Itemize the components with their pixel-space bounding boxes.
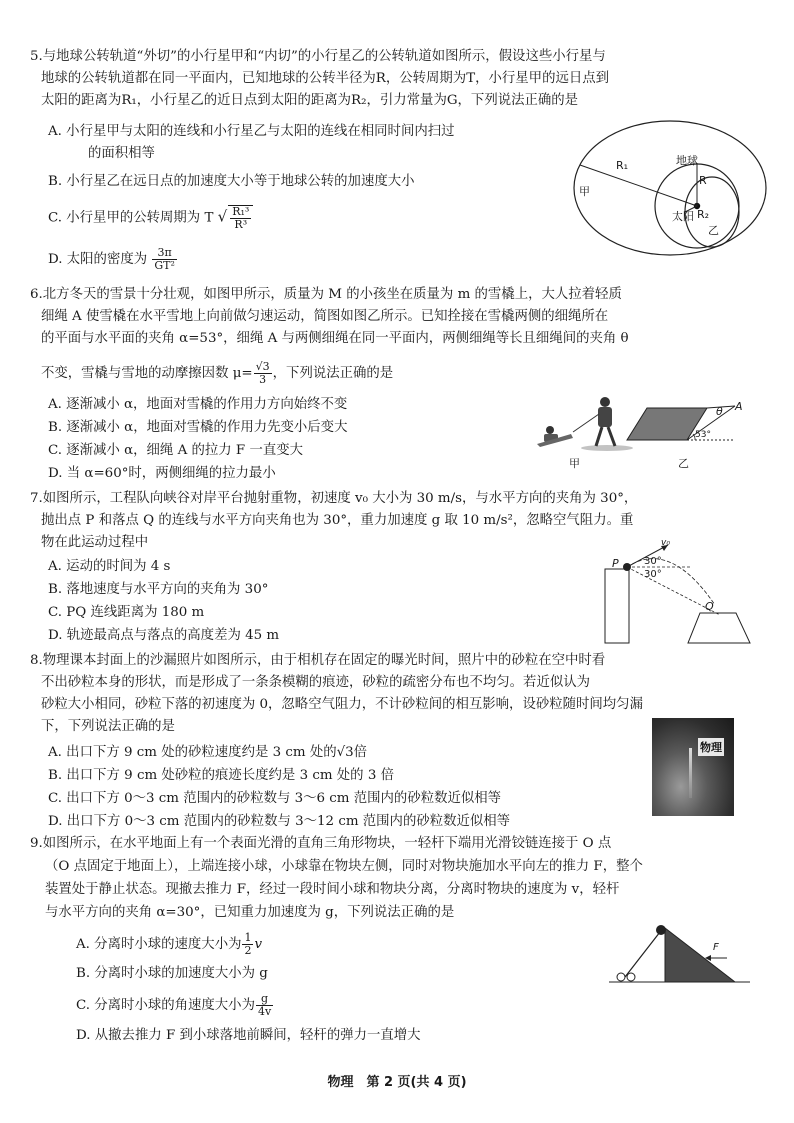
q6-mu-denominator: 3 bbox=[259, 373, 267, 386]
q5-option-a-cont: 的面积相等 bbox=[88, 146, 155, 161]
fig7-label-angle1: 30° bbox=[644, 556, 662, 567]
q5-option-c-text: C. 小行星甲的公转周期为 T bbox=[48, 210, 214, 226]
q9-stem-line2: （O 点固定于地面上），上端连接小球，小球靠在物块左侧，同时对物块施加水平向左的推力 F，整个 bbox=[45, 859, 643, 874]
q9-a-numerator: 1 bbox=[244, 931, 252, 944]
triangle-block bbox=[665, 928, 735, 982]
fig6-label-jia: 甲 bbox=[569, 457, 580, 470]
q9-option-c-text: C. 分离时小球的角速度大小为 bbox=[76, 998, 255, 1013]
q7-projectile-figure bbox=[600, 537, 760, 647]
q6-option-b: B. 逐渐减小 α，地面对雪橇的作用力先变小后变大 bbox=[48, 420, 348, 435]
q5-stem-line2: 地球的公转轨道都在同一平面内，已知地球的公转半径为R，公转周期为T，小行星甲的远日点到 bbox=[41, 71, 610, 86]
q8-stem-line2: 不出砂粒本身的形状，而是形成了一条条模糊的痕迹，砂粒的疏密分布也不均匀。若近似认为 bbox=[41, 675, 591, 690]
fig-label-sun: 太阳 bbox=[672, 210, 694, 223]
q5-option-b: B. 小行星乙在远日点的加速度大小等于地球公转的加速度大小 bbox=[48, 174, 415, 189]
hourglass-photo bbox=[652, 718, 734, 816]
q6-stem-line4 bbox=[41, 361, 393, 386]
hourglass-sand-stream bbox=[689, 748, 692, 798]
q7-option-c: C. PQ 连线距离为 180 m bbox=[48, 605, 205, 620]
child-head bbox=[546, 426, 554, 434]
landing-platform bbox=[688, 613, 750, 643]
q6-stem-line2: 细绳 A 使雪橇在水平雪地上向前做匀速运动，简图如图乙所示。已知拴接在雪橇两侧的细绳所在 bbox=[41, 309, 609, 324]
q6-option-d: D. 当 α=60°时，两侧细绳的拉力最小 bbox=[48, 466, 276, 481]
q8-stem-line4: 下，下列说法正确的是 bbox=[41, 719, 175, 734]
q5-d-denominator: GT² bbox=[154, 259, 175, 272]
q9-stem-line4: 与水平方向的夹角 α=30°，已知重力加速度为 g，下列说法正确的是 bbox=[45, 905, 455, 920]
q9-option-c bbox=[76, 993, 274, 1018]
q8-option-b: B. 出口下方 9 cm 处砂粒的痕迹长度约是 3 cm 处的 3 倍 bbox=[48, 768, 394, 783]
q9-option-a-suffix: v bbox=[254, 937, 263, 952]
q6-mu-numerator: √3 bbox=[255, 360, 270, 373]
fig7-label-angle2: 30° bbox=[644, 569, 662, 580]
q5-option-d-text: D. 太阳的密度为 bbox=[48, 252, 148, 267]
fig-label-earth: 地球 bbox=[676, 154, 698, 167]
q8-option-d: D. 出口下方 0～3 cm 范围内的砂粒数与 3～12 cm 范围内的砂粒数近似相等 bbox=[48, 814, 511, 829]
light-rod bbox=[625, 932, 660, 977]
q9-c-denominator: 4v bbox=[257, 1005, 272, 1018]
q7-stem-line2: 抛出点 P 和落点 Q 的连线与水平方向夹角也为 30°，重力加速度 g 取 10 m/s²，忽略空气阻力。重 bbox=[41, 513, 634, 528]
trajectory bbox=[627, 559, 715, 605]
q5-option-a: A. 小行星甲与太阳的连线和小行星乙与太阳的连线在相同时间内扫过 bbox=[48, 124, 455, 139]
q9-stem-line1: 9.如图所示，在水平地面上有一个表面光滑的直角三角形物块，一轻杆下端用光滑铰链连接于 O 点 bbox=[30, 836, 612, 851]
q9-option-d: D. 从撤去推力 F 到小球落地前瞬间，轻杆的弹力一直增大 bbox=[76, 1028, 421, 1043]
rope bbox=[573, 414, 599, 432]
adult-body bbox=[598, 407, 612, 427]
page-footer: 物理 第 2 页(共 4 页) bbox=[327, 1075, 467, 1090]
hinge-o bbox=[617, 973, 625, 981]
q6-sled-photo-figure bbox=[535, 392, 635, 452]
small-ball bbox=[656, 925, 666, 935]
q7-option-d: D. 轨迹最高点与落点的高度差为 45 m bbox=[48, 628, 280, 643]
q5-option-c-fraction bbox=[228, 205, 253, 231]
q6-stem4-suffix: ，下列说法正确的是 bbox=[272, 366, 394, 381]
q9-stem-line3: 装置处于静止状态。现撤去推力 F，经过一段时间小球和物块分离，分离时物块的速度为 v，轻杆 bbox=[45, 882, 620, 897]
q5-c-denominator: R³ bbox=[234, 218, 248, 231]
fig-label-r: R bbox=[699, 174, 707, 187]
q6-option-c: C. 逐渐减小 α，细绳 A 的拉力 F 一直变大 bbox=[48, 443, 304, 458]
q6-option-a: A. 逐渐减小 α，地面对雪橇的作用力方向始终不变 bbox=[48, 397, 348, 412]
q5-d-numerator: 3π bbox=[152, 247, 177, 260]
q6-mu-fraction bbox=[254, 361, 272, 386]
q7-stem-line1: 7.如图所示，工程队向峡谷对岸平台抛射重物，初速度 v₀ 大小为 30 m/s，与水平方向的夹角为 30°， bbox=[30, 491, 638, 506]
q5-stem-line3: 太阳的距离为R₁，小行星乙的近日点到太阳的距离为R₂，引力常量为G，下列说法正确的是 bbox=[41, 93, 579, 108]
fig6-label-a: A bbox=[735, 400, 743, 413]
q5-orbit-figure bbox=[570, 120, 770, 270]
fig-label-r2: R₂ bbox=[697, 208, 710, 221]
fig6-label-theta: θ bbox=[716, 405, 723, 418]
q9-a-denominator: 2 bbox=[244, 944, 252, 957]
fig-label-yi: 乙 bbox=[708, 224, 719, 237]
fig6-label-angle: 53° bbox=[695, 430, 711, 440]
q5-option-d bbox=[48, 247, 178, 272]
hourglass-book-label: 物理 bbox=[698, 738, 724, 756]
hinge-o2 bbox=[627, 973, 635, 981]
fig-label-r1: R₁ bbox=[616, 159, 629, 172]
q6-sled-diagram bbox=[625, 400, 745, 445]
fig7-label-v0: v₀ bbox=[661, 538, 670, 548]
q6-stem-line1: 6.北方冬天的雪景十分壮观，如图甲所示，质量为 M 的小孩坐在质量为 m 的雪橇上，大人拉着轻质 bbox=[30, 287, 622, 302]
q5-option-d-fraction bbox=[152, 247, 177, 272]
q9-option-a bbox=[76, 932, 262, 957]
q7-stem-line3: 物在此运动过程中 bbox=[41, 535, 149, 550]
q8-option-c: C. 出口下方 0～3 cm 范围内的砂粒数与 3～6 cm 范围内的砂粒数近似相等 bbox=[48, 791, 502, 806]
q7-option-a: A. 运动的时间为 4 s bbox=[48, 559, 171, 574]
q7-option-b: B. 落地速度与水平方向的夹角为 30° bbox=[48, 582, 269, 597]
fig6-label-yi: 乙 bbox=[678, 457, 689, 470]
q8-option-a: A. 出口下方 9 cm 处的砂粒速度约是 3 cm 处的√3倍 bbox=[48, 745, 368, 760]
adult-head bbox=[600, 397, 610, 407]
q5-c-numerator: R₁³ bbox=[232, 205, 250, 218]
q9-c-numerator: g bbox=[256, 993, 273, 1006]
q5-option-c: C. 小行星甲的公转周期为 T √ $\frac{\text{R₁³}}{\text{R³}}$ bbox=[48, 205, 254, 231]
q9-c-fraction bbox=[256, 993, 273, 1018]
q5-stem-line1: 5.与地球公转轨道“外切”的小行星甲和“内切”的小行星乙的公转轨道如图所示，假设这些小行星与 bbox=[30, 49, 606, 64]
q8-stem-line1: 8.物理课本封面上的沙漏照片如图所示，由于相机存在固定的曝光时间，照片中的砂粒在空中时看 bbox=[30, 653, 606, 668]
launch-pillar bbox=[605, 569, 629, 643]
fig-label-jia: 甲 bbox=[579, 185, 590, 198]
r1-line bbox=[580, 165, 697, 206]
q9-block-figure bbox=[605, 918, 755, 988]
fig7-label-p: P bbox=[612, 557, 619, 570]
fig9-label-f: F bbox=[713, 942, 719, 953]
q6-stem4-text: 不变，雪橇与雪地的动摩擦因数 μ= bbox=[41, 366, 253, 381]
q8-stem-line3: 砂粒大小相同，砂粒下落的初速度为 0，忽略空气阻力，不计砂粒间的相互影响，设砂粒随时间均匀漏 bbox=[41, 697, 643, 712]
orbit-jia bbox=[574, 121, 766, 255]
q6-stem-line3: 的平面与水平面的夹角 α=53°，细绳 A 与两侧细绳在同一平面内，两侧细绳等长且细绳间的夹角 θ bbox=[41, 331, 629, 346]
fig7-label-q: Q bbox=[705, 600, 714, 613]
q9-option-b: B. 分离时小球的加速度大小为 g bbox=[76, 966, 268, 981]
q9-a-fraction bbox=[242, 932, 253, 957]
q9-option-a-text: A. 分离时小球的速度大小为 bbox=[76, 937, 242, 952]
